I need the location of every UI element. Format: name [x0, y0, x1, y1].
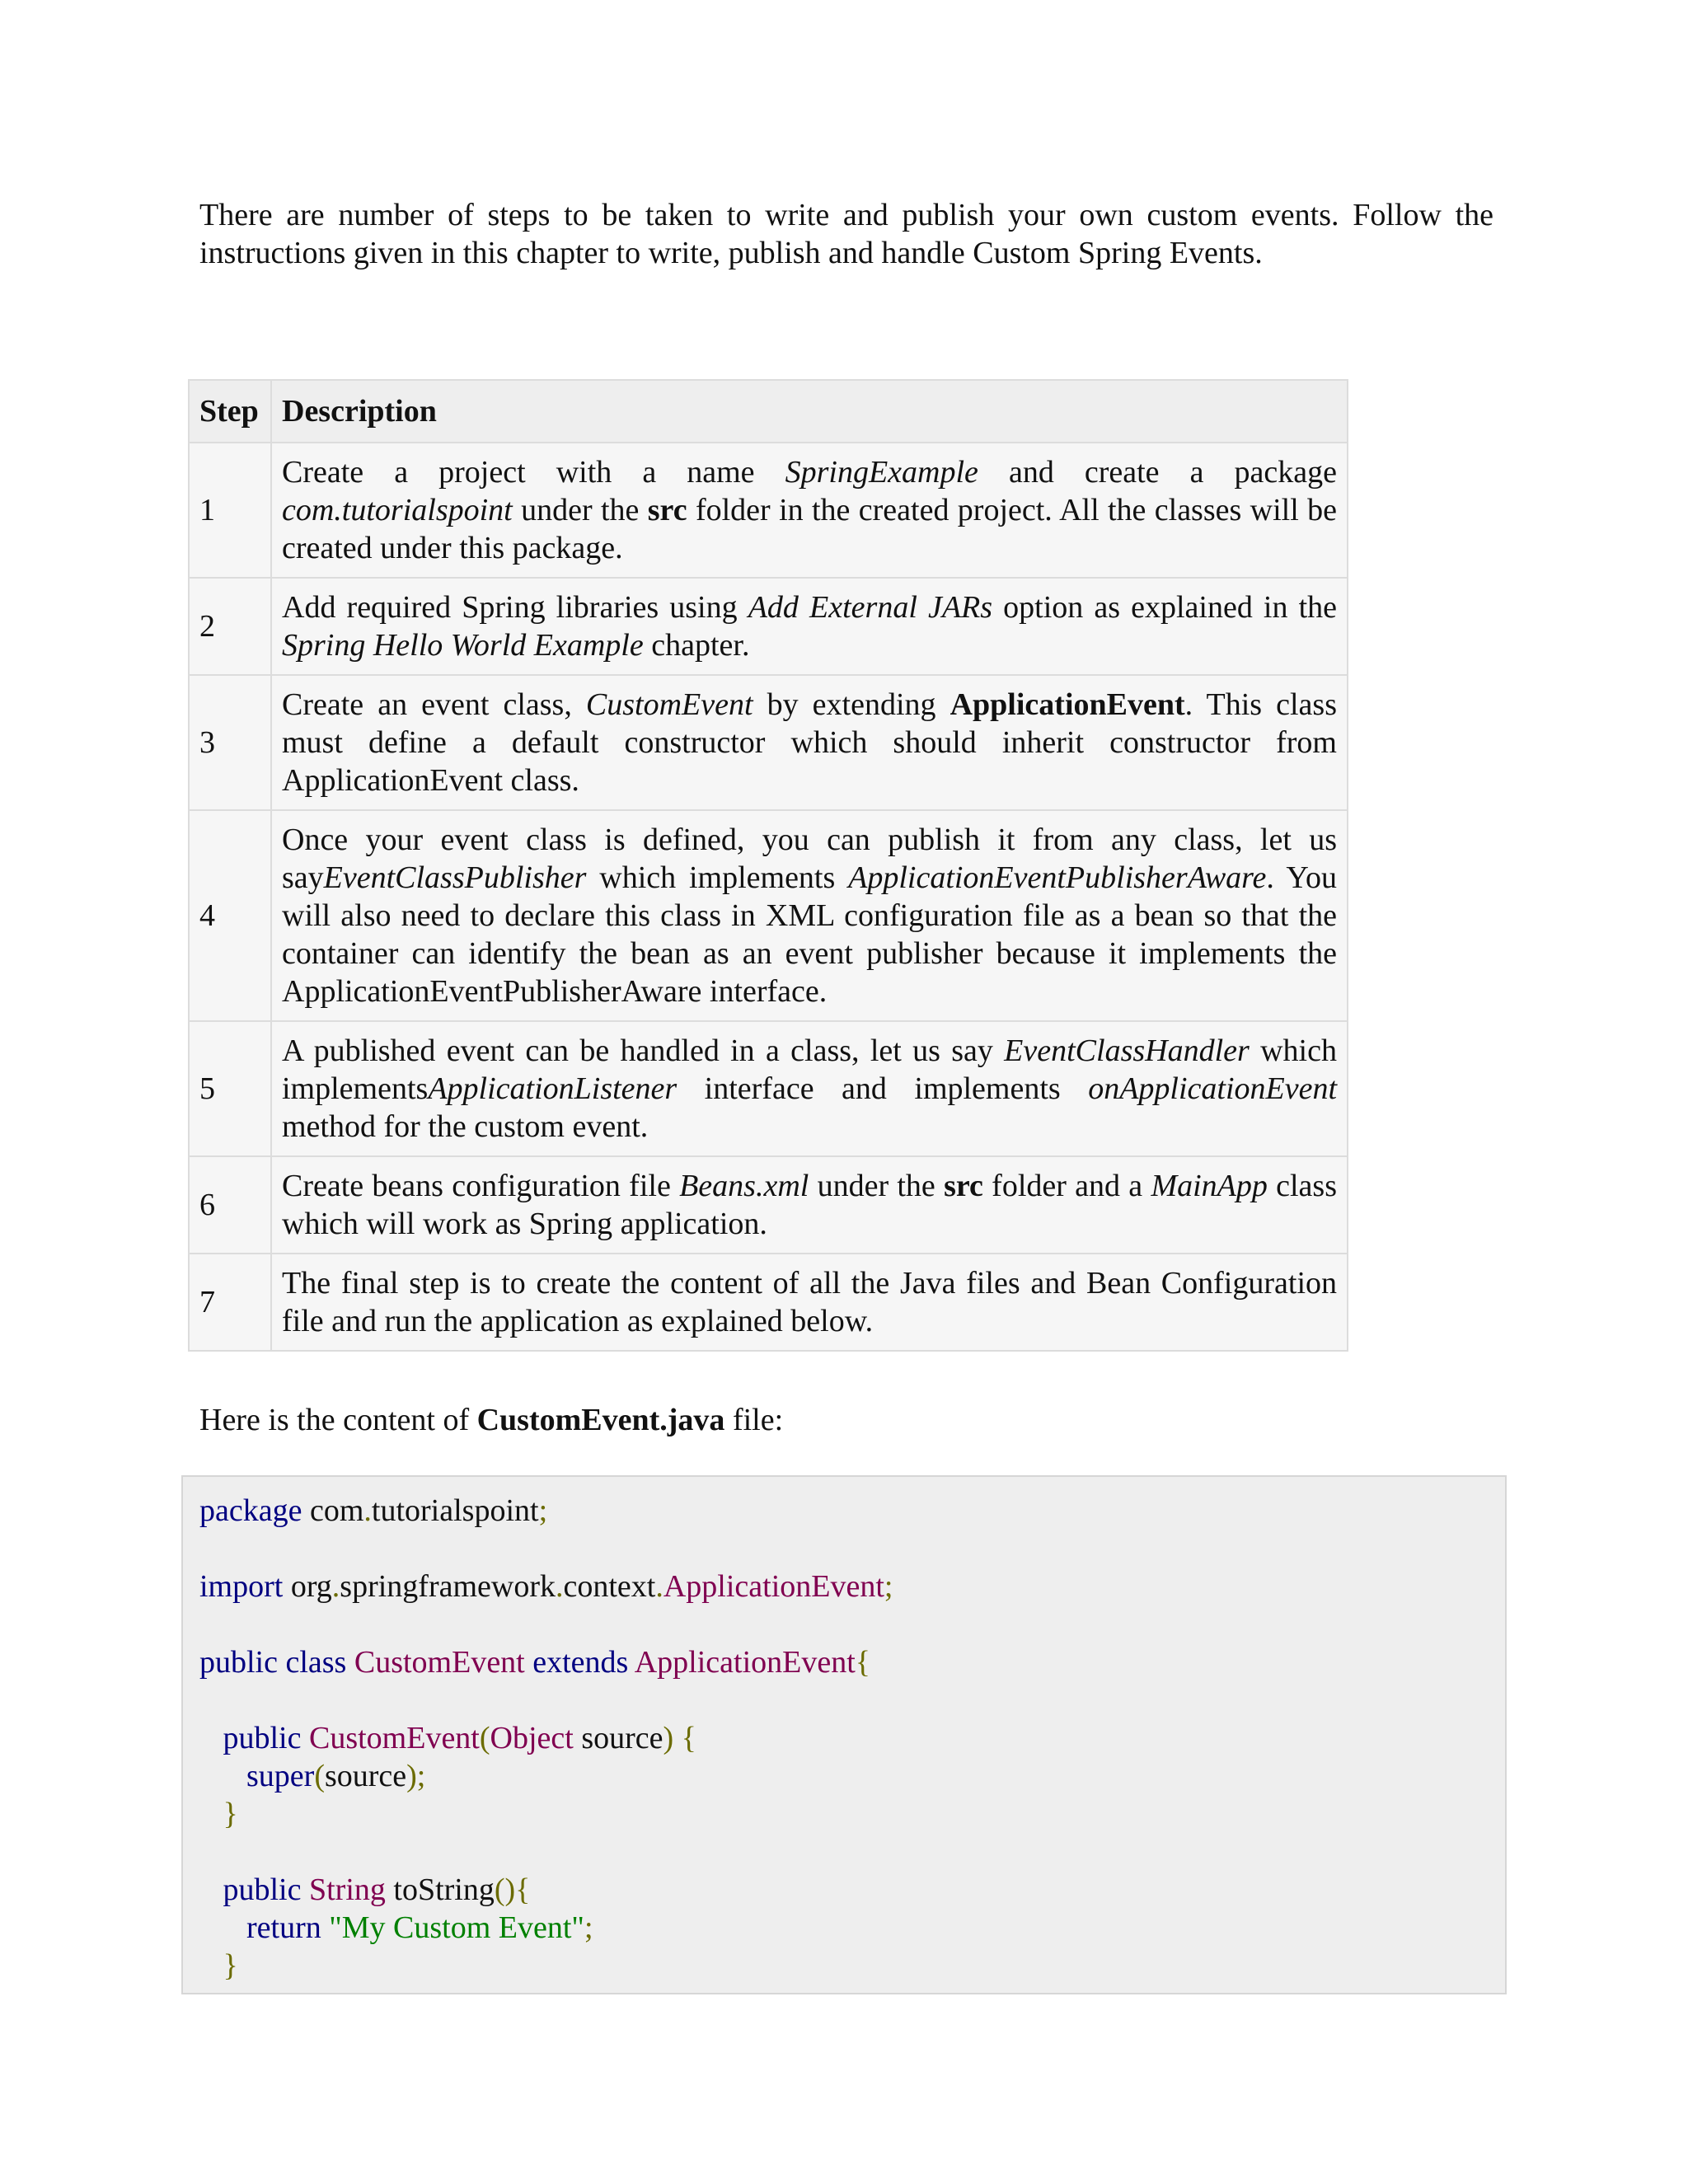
code-line: [199, 1871, 1489, 1909]
code-token: {: [673, 1721, 696, 1755]
description-text: ApplicationListener: [428, 1071, 678, 1106]
code-token: ): [663, 1721, 674, 1755]
code-token: ;: [538, 1493, 548, 1528]
code-token: .: [655, 1569, 663, 1604]
code-token: ApplicationEvent: [663, 1569, 884, 1604]
step-number: 1: [189, 443, 271, 578]
table-row: [189, 443, 1348, 578]
description-text: src: [944, 1169, 983, 1203]
code-token: ;: [584, 1910, 593, 1945]
table-row: [189, 1021, 1348, 1156]
description-text: by extending: [753, 687, 950, 722]
step-description: [271, 1156, 1348, 1254]
description-column-header: Description: [271, 380, 1348, 443]
description-text: CustomEvent: [585, 687, 753, 722]
description-text: SpringExample: [785, 455, 978, 490]
description-text: A published event can be handled in a class, let us say: [282, 1033, 1005, 1068]
code-line: [199, 1795, 1489, 1833]
description-text: EventClassPublisher: [323, 860, 587, 895]
step-number: 6: [189, 1156, 271, 1254]
description-text: Add External JARs: [748, 590, 993, 625]
code-line: [199, 1719, 1489, 1757]
code-token: tutorialspoint: [371, 1493, 539, 1528]
description-text: com.tutorialspoint: [282, 493, 513, 527]
code-token: public: [199, 1872, 302, 1907]
code-token: public class: [199, 1645, 347, 1680]
intro-paragraph: There are number of steps to be taken to write and publish your own custom events. Follow the instructions given in this chapter to write, publish and handle Custom Spring Events.: [199, 198, 1493, 270]
description-text: interface and implements: [677, 1071, 1089, 1106]
code-token: ;: [884, 1569, 893, 1604]
code-line: [199, 1530, 1489, 1568]
lead-text: Here is the content of: [199, 1403, 477, 1437]
steps-table: [188, 379, 1348, 1352]
code-token: extends: [524, 1645, 629, 1680]
code-token: source: [324, 1759, 407, 1793]
step-description: [271, 1254, 1348, 1351]
description-text: class which will work as Spring application.: [282, 1169, 1338, 1241]
code-token: source: [573, 1721, 663, 1755]
table-header-row: [189, 380, 1348, 443]
step-description: [271, 675, 1348, 810]
table-row: [189, 1156, 1348, 1254]
description-text: chapter.: [643, 628, 750, 663]
description-text: src: [647, 493, 687, 527]
code-token: }: [199, 1797, 238, 1831]
code-token: Object: [490, 1721, 574, 1755]
code-token: (){: [494, 1872, 531, 1907]
description-text: Create beans configuration file: [282, 1169, 680, 1203]
code-token: super: [199, 1759, 315, 1793]
description-text: . You will also need to declare this class in XML configuration file as a bean so that the container can identify the bean as an event publisher because it implements the ApplicationEventPublisherAware interface.: [282, 860, 1337, 1009]
step-description: [271, 443, 1348, 578]
code-token: toString: [385, 1872, 495, 1907]
code-token: {: [855, 1645, 871, 1680]
step-number: 2: [189, 578, 271, 675]
table-row: [189, 810, 1348, 1021]
description-text: Beans.xml: [679, 1169, 809, 1203]
description-text: Once your event class is defined, you can publish it from any class, let us say: [282, 823, 1337, 895]
code-token: .: [556, 1569, 564, 1604]
description-text: option as explained in the: [992, 590, 1338, 625]
description-text: under the: [512, 493, 648, 527]
description-text: folder and a: [982, 1169, 1151, 1203]
code-token: );: [406, 1759, 426, 1793]
description-text: EventClassHandler: [1004, 1033, 1250, 1068]
code-block: [181, 1475, 1507, 1994]
code-token: package: [199, 1493, 302, 1528]
step-number: 3: [189, 675, 271, 810]
description-text: under the: [809, 1169, 945, 1203]
code-token: springframework: [340, 1569, 556, 1604]
step-description: [271, 1021, 1348, 1156]
description-text: onApplicationEvent: [1088, 1071, 1337, 1106]
code-token: com: [302, 1493, 364, 1528]
code-token: (: [314, 1759, 325, 1793]
code-token: "My Custom Event": [321, 1910, 584, 1945]
code-line: [199, 1947, 1489, 1985]
description-text: The final step is to create the content of all the Java files and Bean Configuration file and run the application as explained below.: [282, 1266, 1337, 1338]
description-text: folder in the created project. All the classes will be created under this package.: [282, 493, 1337, 565]
description-text: Create a project with a name: [282, 455, 785, 490]
description-text: method for the custom event.: [282, 1109, 649, 1144]
description-text: which implements: [282, 1033, 1337, 1106]
table-row: [189, 675, 1348, 810]
lead-text-end: file:: [724, 1403, 784, 1437]
code-token: public: [199, 1721, 302, 1755]
file-name: CustomEvent.java: [476, 1403, 725, 1437]
description-text: Create an event class,: [282, 687, 586, 722]
step-number: 5: [189, 1021, 271, 1156]
description-text: and create a package: [978, 455, 1337, 490]
step-description: [271, 578, 1348, 675]
code-line: [199, 1492, 1489, 1530]
description-text: . This class must define a default constructor which should inherit constructor from ApplicationEvent class.: [282, 687, 1337, 798]
description-text: ApplicationEvent: [950, 687, 1185, 722]
code-token: org: [283, 1569, 332, 1604]
step-description: [271, 810, 1348, 1021]
code-token: return: [199, 1910, 321, 1945]
step-number: 7: [189, 1254, 271, 1351]
code-token: }: [199, 1948, 238, 1983]
code-token: .: [331, 1569, 340, 1604]
code-line: [199, 1757, 1489, 1795]
code-token: ApplicationEvent: [628, 1645, 856, 1680]
code-token: import: [199, 1569, 284, 1604]
code-token: context: [563, 1569, 656, 1604]
description-text: Add required Spring libraries using: [282, 590, 748, 625]
code-lead-text: [199, 1401, 783, 1439]
code-token: (: [479, 1721, 490, 1755]
table-row: [189, 578, 1348, 675]
description-text: ApplicationEventPublisherAware: [848, 860, 1267, 895]
code-line: [199, 1643, 1489, 1681]
step-number: 4: [189, 810, 271, 1021]
code-token: CustomEvent: [301, 1721, 480, 1755]
code-line: [199, 1568, 1489, 1605]
table-row: [189, 1254, 1348, 1351]
code-token: String: [301, 1872, 386, 1907]
steps-table-body: [189, 443, 1348, 1351]
description-text: MainApp: [1151, 1169, 1268, 1203]
code-line: [199, 1605, 1489, 1643]
description-text: which implements: [586, 860, 849, 895]
step-column-header: Step: [189, 380, 271, 443]
code-line: [199, 1833, 1489, 1871]
code-line: [199, 1681, 1489, 1719]
code-line: [199, 1909, 1489, 1947]
description-text: Spring Hello World Example: [282, 628, 644, 663]
code-token: .: [363, 1493, 372, 1528]
code-token: CustomEvent: [346, 1645, 525, 1680]
